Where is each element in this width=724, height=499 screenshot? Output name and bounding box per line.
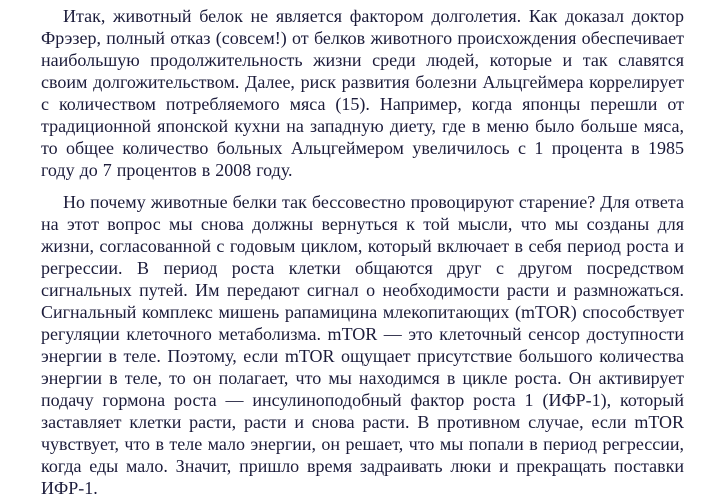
paragraph-2: Но почему животные белки так бессовестно провоцируют старение? Для ответа на этот вопрос мы снова должны вернуться к той мысли, что мы созданы для жизни, согласованной с годовым циклом, который включает в себя период роста и регрессии. В период роста клетки общаются друг с другом посредством сигнальных путей. Им передают сигнал о необходимости расти и размножаться. Сигнальный комплекс мишень рапамицина млекопитающих (mTOR) способствует регуляции клеточного метаболизма. mTOR — это клеточный сенсор доступности энергии в теле. Поэтому, если mTOR ощущает присутствие большого количества энергии в теле, то он полагает, что мы находимся в цикле роста. Он активирует подачу гормона роста — инсулиноподобный фактор роста 1 (ИФР-1), который заставляет клетки расти, расти и снова расти. В противном случае, если mTOR чувствует, что в теле мало энергии, он решает, что мы попали в период регрессии, когда еды мало. Значит, пришло время задраивать люки и прекращать поставки ИФР-1. — [41, 192, 684, 498]
paragraph-1: Итак, животный белок не является фактором долголетия. Как доказал доктор Фрэзер, полный отказ (совсем!) от белков животного происхождения обеспечивает наибольшую продолжительность жизни среди людей, которые и так славятся своим долгожительством. Далее, риск развития болезни Альцгеймера коррелирует с количеством потребляемого мяса (15). Например, когда японцы перешли от традиционной японской кухни на западную диету, где в меню было больше мяса, то общее количество больных Альцгеймером увеличилось с 1 процента в 1985 году до 7 процентов в 2008 году. — [41, 6, 684, 180]
